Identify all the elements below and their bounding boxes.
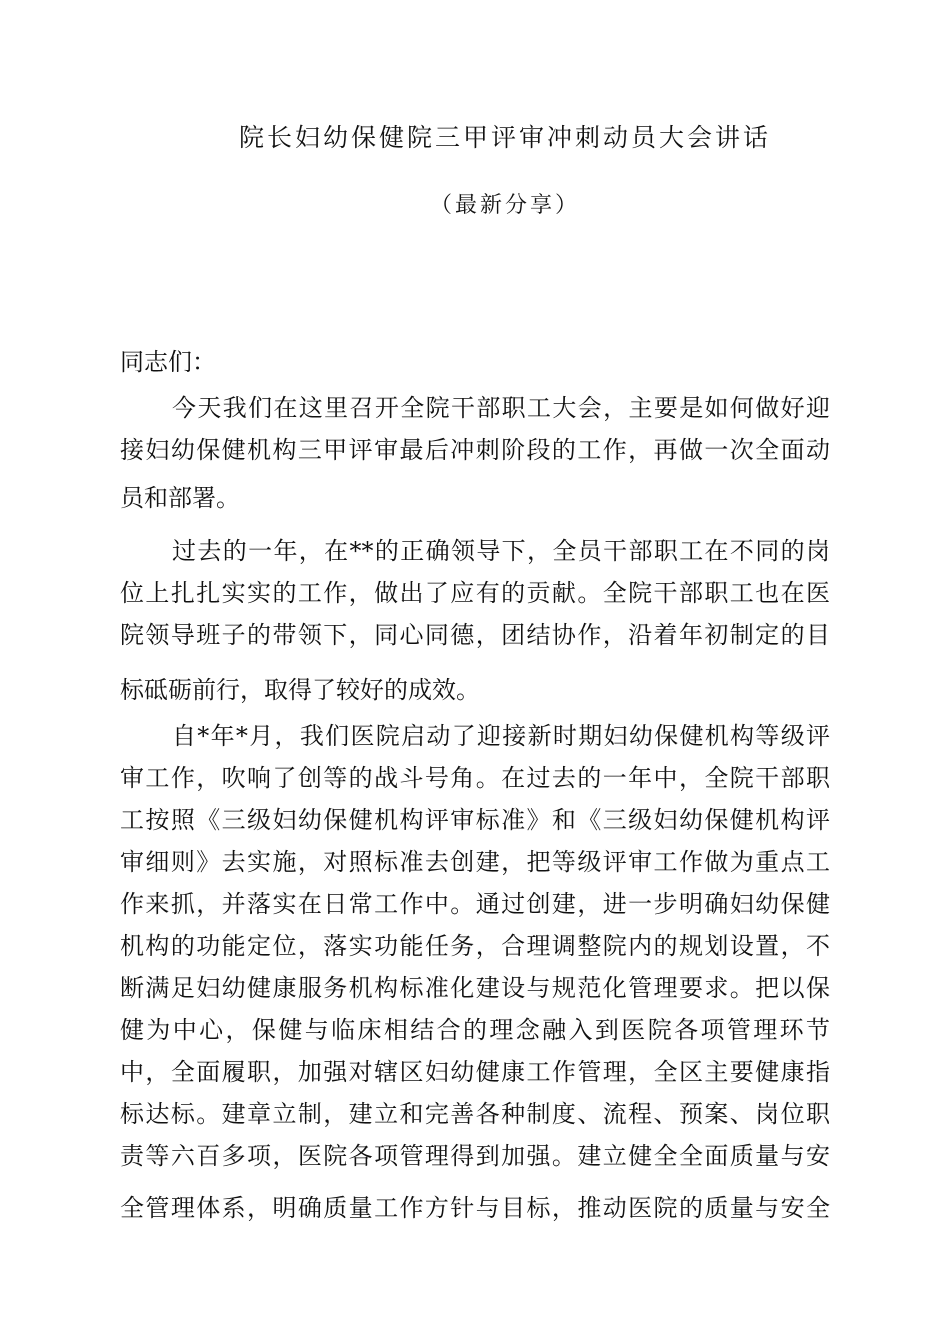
paragraph-line: 责等六百多项，医院各项管理得到加强。建立健全全面质量与安 — [120, 1142, 830, 1170]
paragraph-line: 机构的功能定位，落实功能任务，合理调整院内的规划设置，不 — [120, 932, 830, 960]
paragraph-line: 工按照《三级妇幼保健机构评审标准》和《三级妇幼保健机构评 — [120, 806, 830, 834]
paragraph-line: 全管理体系，明确质量工作方针与目标，推动医院的质量与安全 — [120, 1194, 830, 1222]
paragraph-line: 标达标。建章立制，建立和完善各种制度、流程、预案、岗位职 — [120, 1100, 830, 1128]
document-subtitle: （最新分享） — [429, 193, 580, 218]
paragraph-line: 断满足妇幼健康服务机构标准化建设与规范化管理要求。把以保 — [120, 974, 830, 1002]
salutation: 同志们： — [120, 348, 216, 376]
paragraph-line: 审工作，吹响了创等的战斗号角。在过去的一年中，全院干部职 — [120, 764, 830, 792]
paragraph-line: 院领导班子的带领下，同心同德，团结协作，沿着年初制定的目 — [120, 621, 830, 649]
paragraph-line: 健为中心，保健与临床相结合的理念融入到医院各项管理环节 — [120, 1016, 830, 1044]
paragraph-line: 员和部署。 — [120, 484, 240, 512]
paragraph-line: 今天我们在这里召开全院干部职工大会，主要是如何做好迎 — [172, 394, 830, 422]
paragraph-line: 自*年*月，我们医院启动了迎接新时期妇幼保健机构等级评 — [172, 722, 830, 750]
paragraph-line: 接妇幼保健机构三甲评审最后冲刺阶段的工作，再做一次全面动 — [120, 436, 830, 464]
paragraph-line: 过去的一年，在**的正确领导下，全员干部职工在不同的岗 — [172, 537, 830, 565]
paragraph-line: 位上扎扎实实的工作，做出了应有的贡献。全院干部职工也在医 — [120, 579, 830, 607]
document-title: 院长妇幼保健院三甲评审冲刺动员大会讲话 — [238, 123, 771, 152]
paragraph-line: 审细则》去实施，对照标准去创建，把等级评审工作做为重点工 — [120, 848, 830, 876]
paragraph-line: 作来抓，并落实在日常工作中。通过创建，进一步明确妇幼保健 — [120, 890, 830, 918]
paragraph-line: 标砥砺前行，取得了较好的成效。 — [120, 676, 480, 704]
paragraph-line: 中，全面履职，加强对辖区妇幼健康工作管理，全区主要健康指 — [120, 1058, 830, 1086]
